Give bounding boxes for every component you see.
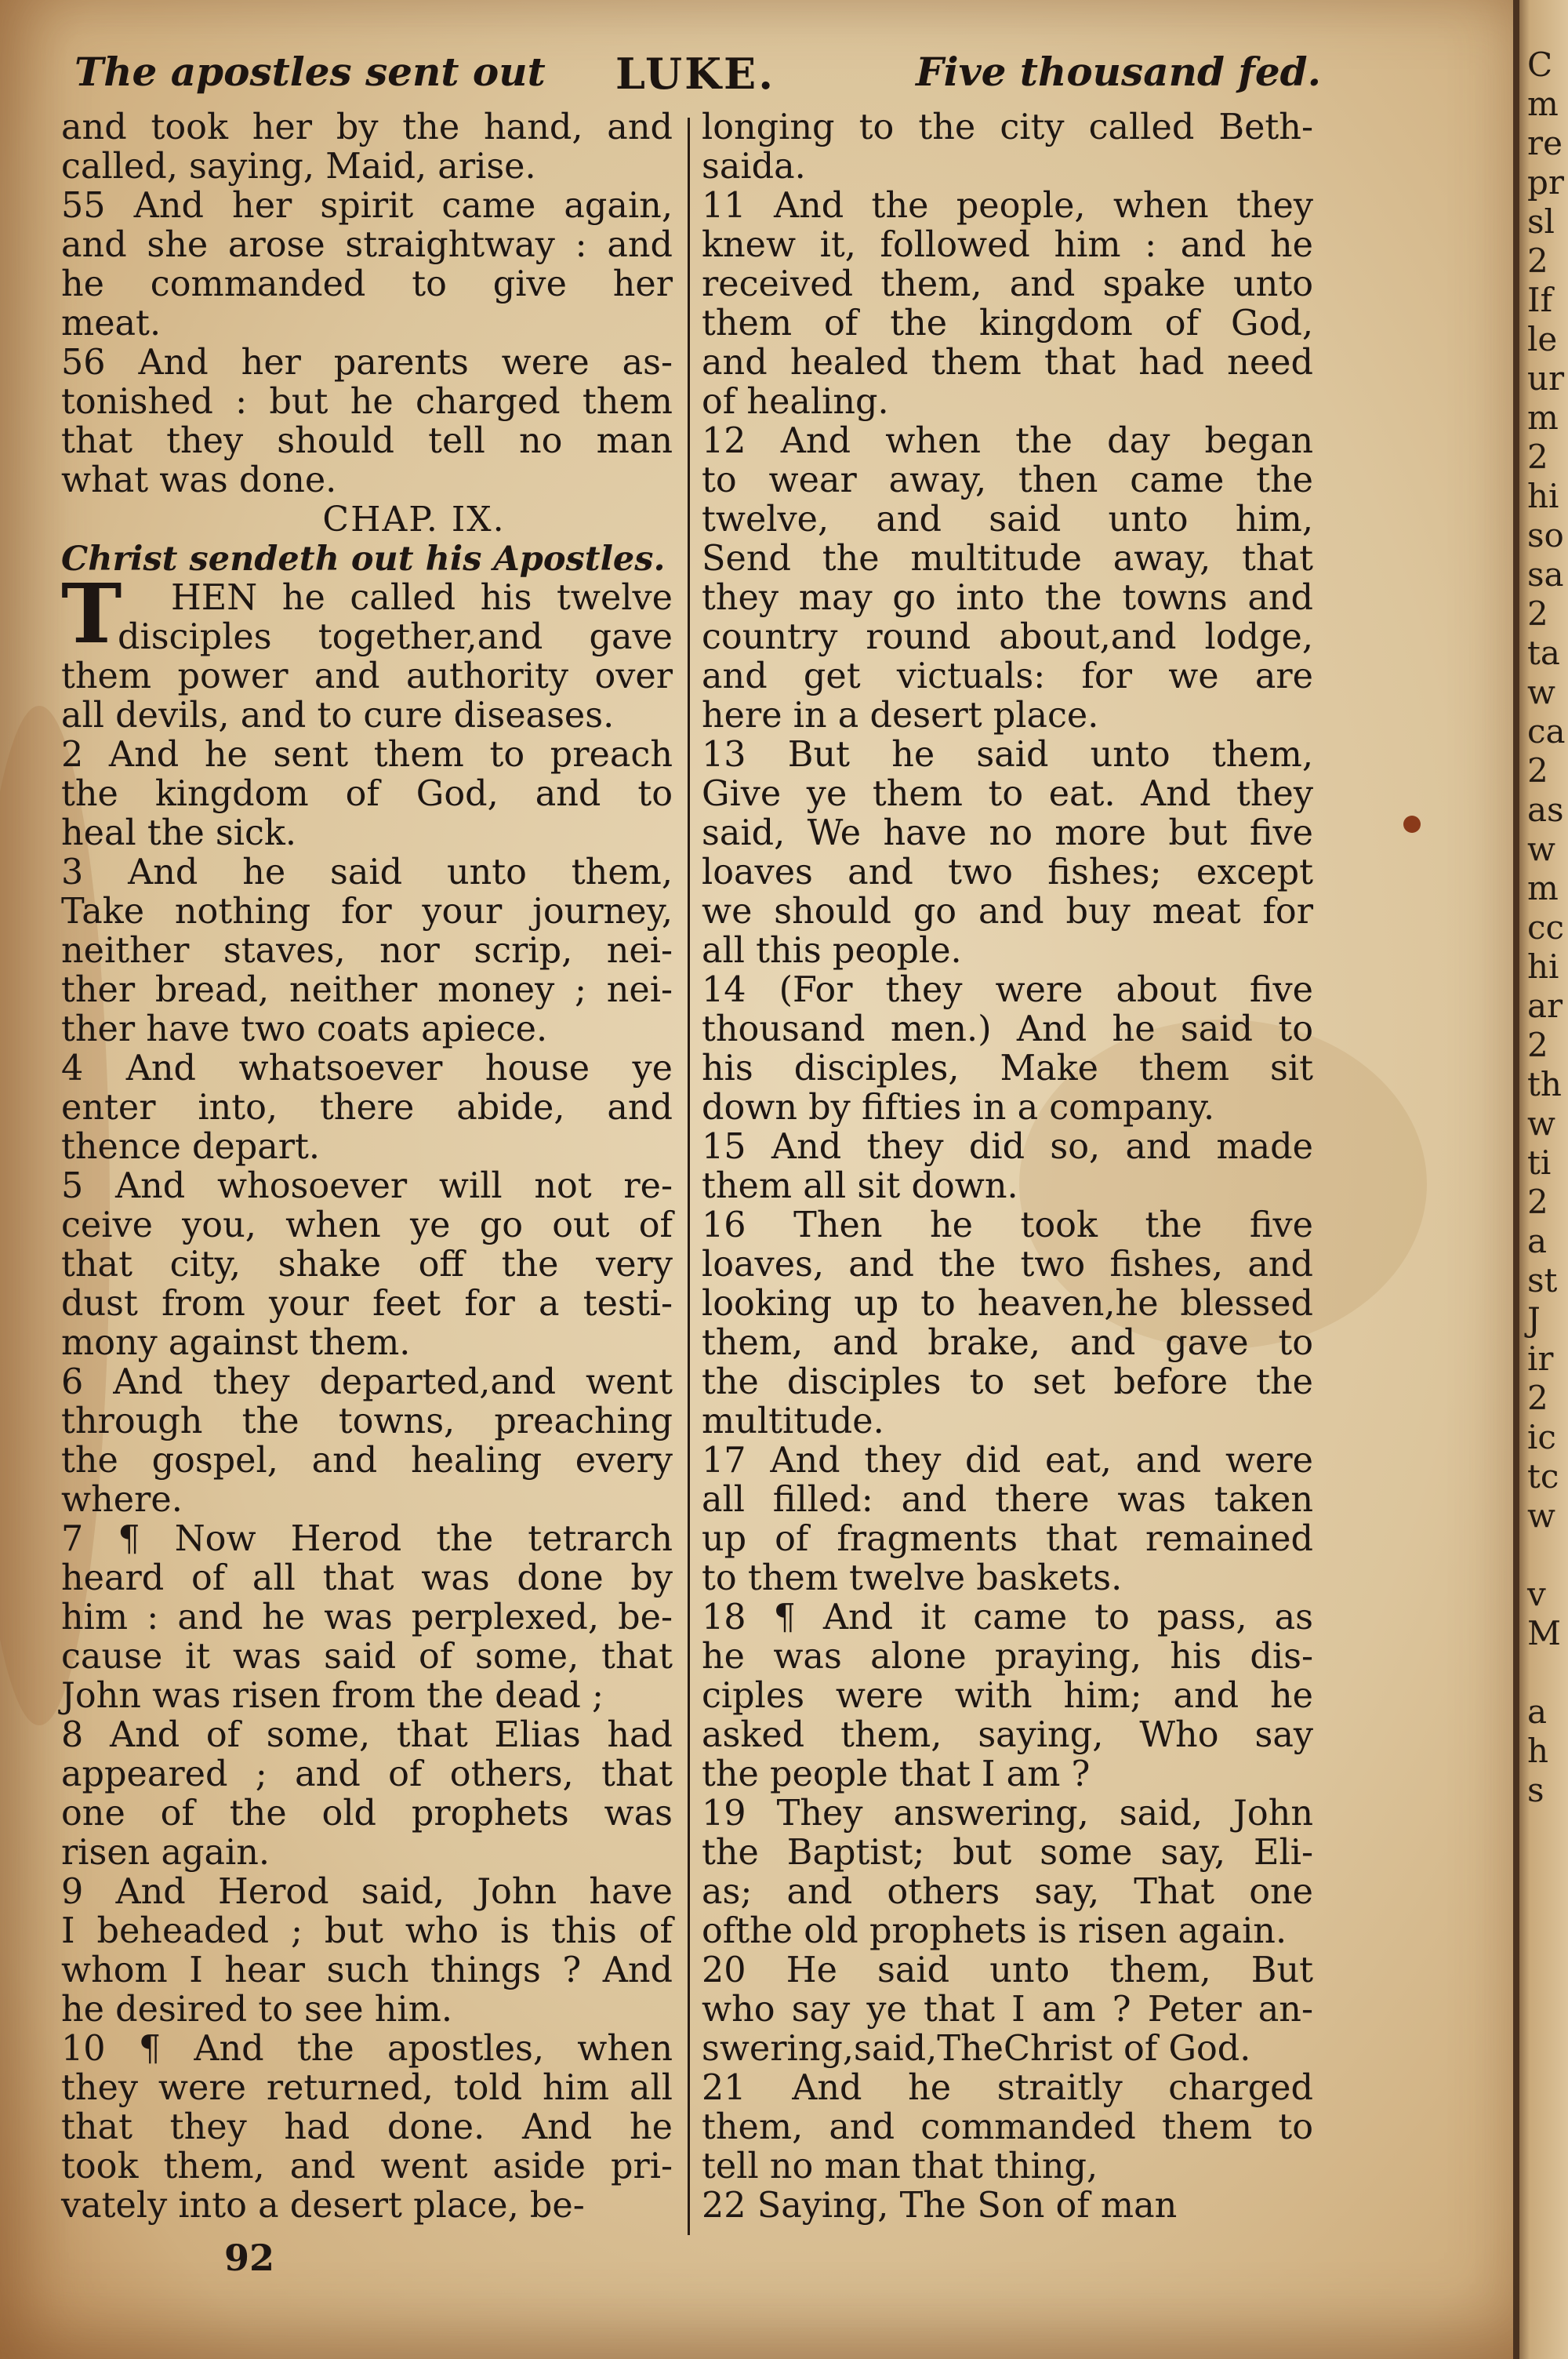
- edge-fragment: 2: [1527, 751, 1548, 790]
- text-line: 9 And Herod said, John have: [61, 1872, 673, 1912]
- text-line: ther have two coats apiece.: [61, 1009, 548, 1049]
- edge-fragment: m: [1527, 398, 1559, 437]
- drop-cap-paragraph: [61, 565, 673, 662]
- header-book-title: LUKE.: [615, 49, 775, 99]
- page-number: 92: [224, 2237, 275, 2279]
- edge-fragment: hi: [1527, 947, 1559, 986]
- text-line: risen again.: [61, 1833, 270, 1873]
- text-line: received them, and spake unto: [702, 264, 1313, 304]
- text-line: country round about,and lodge,: [702, 617, 1313, 657]
- text-line: the disciples to set before the: [702, 1362, 1313, 1402]
- text-line: we should go and buy meat for: [702, 892, 1313, 932]
- text-line: 3 And he said unto them,: [61, 852, 673, 892]
- text-line: to wear away, then came the: [702, 460, 1313, 500]
- text-line: he was alone praying, his dis-: [702, 1637, 1313, 1677]
- text-line: Send the multitude away, that: [702, 539, 1313, 579]
- text-line: appeared ; and of others, that: [61, 1754, 673, 1794]
- text-line: multitude.: [702, 1401, 884, 1441]
- right-lines: [702, 108, 1313, 2226]
- text-line: the Baptist; but some say, Eli-: [702, 1833, 1313, 1873]
- text-line: they were returned, told him all: [61, 2068, 673, 2108]
- edge-fragment: sl: [1527, 202, 1555, 241]
- edge-fragment: w: [1527, 673, 1555, 711]
- edge-fragment: m: [1527, 85, 1559, 123]
- text-line: whom I hear such things ? And: [61, 1950, 673, 1990]
- text-line: up of fragments that remained: [702, 1519, 1313, 1559]
- header-left: The apostles sent out: [74, 49, 546, 95]
- text-line: disciples together,and gave: [118, 617, 673, 657]
- column-divider: [688, 118, 690, 2235]
- text-line: and she arose straightway : and: [61, 225, 673, 265]
- edge-fragment: w: [1527, 1104, 1555, 1143]
- edge-fragment: C: [1527, 45, 1553, 84]
- edge-fragment: pr: [1527, 163, 1564, 202]
- edge-fragment: ar: [1527, 987, 1563, 1025]
- text-line: dust from your feet for a testi-: [61, 1284, 673, 1324]
- edge-fragment: ur: [1527, 359, 1565, 398]
- text-line: loaves, and the two fishes, and: [702, 1245, 1313, 1285]
- rust-spot: [1403, 816, 1421, 833]
- edge-fragment: so: [1527, 516, 1564, 554]
- edge-fragment: as: [1527, 791, 1564, 829]
- text-line: them, and brake, and gave to: [702, 1323, 1313, 1363]
- text-line: loaves and two fishes; except: [702, 852, 1313, 892]
- text-line: tell no man that thing,: [702, 2146, 1098, 2186]
- left-top-lines: [61, 108, 673, 500]
- text-line: ceive you, when ye go out of: [61, 1205, 673, 1245]
- text-line: here in a desert place.: [702, 696, 1099, 736]
- text-line: one of the old prophets was: [61, 1794, 673, 1834]
- edge-fragment: th: [1527, 1065, 1562, 1103]
- text-line: and get victuals: for we are: [702, 656, 1313, 696]
- text-line: 13 But he said unto them,: [702, 735, 1313, 775]
- text-line: 15 And they did so, and made: [702, 1127, 1313, 1167]
- text-line: longing to the city called Beth-: [702, 107, 1313, 147]
- edge-fragment: M: [1527, 1614, 1562, 1652]
- text-line: he desired to see him.: [61, 1990, 452, 2030]
- edge-fragment: cc: [1527, 908, 1565, 947]
- drop-cap: T: [61, 565, 122, 662]
- edge-fragment: st: [1527, 1261, 1558, 1299]
- text-line: they may go into the towns and: [702, 578, 1313, 618]
- edge-fragment: ta: [1527, 634, 1560, 672]
- edge-fragment: v: [1527, 1575, 1546, 1613]
- edge-fragment: 2: [1527, 438, 1548, 476]
- edge-fragment: 2: [1527, 1026, 1548, 1064]
- text-line: 14 (For they were about five: [702, 970, 1313, 1010]
- text-line: 7 ¶ Now Herod the tetrarch: [61, 1519, 673, 1559]
- text-line: John was risen from the dead ;: [61, 1676, 604, 1716]
- text-line: 21 And he straitly charged: [702, 2068, 1313, 2108]
- right-column: [702, 108, 1313, 2226]
- edge-fragment: sa: [1527, 555, 1564, 594]
- text-line: the gospel, and healing every: [61, 1441, 673, 1481]
- text-line: 4 And whatsoever house ye: [61, 1049, 673, 1089]
- text-line: his disciples, Make them sit: [702, 1049, 1313, 1089]
- text-line: the people that I am ?: [702, 1754, 1091, 1794]
- left-column: [61, 108, 673, 2226]
- text-line: 19 They answering, said, John: [702, 1794, 1313, 1834]
- text-line: cause it was said of some, that: [61, 1637, 673, 1677]
- edge-fragment: 2: [1527, 1379, 1548, 1417]
- text-line: Take nothing for your journey,: [61, 892, 673, 932]
- text-line: 20 He said unto them, But: [702, 1950, 1313, 1990]
- text-line: 17 And they did eat, and were: [702, 1441, 1313, 1481]
- text-line: down by fifties in a company.: [702, 1088, 1215, 1128]
- text-line: heard of all that was done by: [61, 1558, 673, 1598]
- text-line: I beheaded ; but who is this of: [61, 1911, 673, 1951]
- text-line: ofthe old prophets is risen again.: [702, 1911, 1287, 1951]
- edge-fragment: a: [1527, 1692, 1548, 1731]
- left-bottom-lines: [61, 657, 673, 2226]
- edge-fragment: le: [1527, 320, 1558, 358]
- text-line: 56 And her parents were as-: [61, 343, 673, 383]
- text-line: ther bread, neither money ; nei-: [61, 970, 673, 1010]
- text-line: them all sit down.: [702, 1166, 1018, 1206]
- text-line: 16 Then he took the five: [702, 1205, 1313, 1245]
- text-line: that city, shake off the very: [61, 1245, 673, 1285]
- text-line: through the towns, preaching: [61, 1401, 673, 1441]
- text-line: neither staves, nor scrip, nei-: [61, 931, 673, 971]
- edge-fragment: ca: [1527, 712, 1566, 751]
- edge-fragment: ti: [1527, 1143, 1552, 1182]
- text-line: 11 And the people, when they: [702, 186, 1313, 226]
- header-right: Five thousand fed.: [916, 49, 1321, 95]
- edge-fragment: a: [1527, 1222, 1548, 1260]
- text-line: took them, and went aside pri-: [61, 2146, 673, 2186]
- edge-fragment: 2: [1527, 1183, 1548, 1221]
- text-line: him : and he was perplexed, be-: [61, 1598, 673, 1637]
- edge-fragment: w: [1527, 830, 1555, 868]
- page-gutter: [1513, 0, 1519, 2359]
- text-line: looking up to heaven,he blessed: [702, 1284, 1313, 1324]
- text-line: them of the kingdom of God,: [702, 304, 1313, 343]
- edge-fragment: tc: [1527, 1457, 1559, 1496]
- edge-fragment: J: [1527, 1300, 1541, 1339]
- text-line: said, We have no more but five: [702, 813, 1313, 853]
- text-line: knew it, followed him : and he: [702, 225, 1313, 265]
- text-line: thence depart.: [61, 1127, 321, 1167]
- text-line: that they had done. And he: [61, 2107, 673, 2147]
- text-line: enter into, there abide, and: [61, 1088, 673, 1128]
- text-line: where.: [61, 1480, 183, 1520]
- text-line: saida.: [702, 147, 806, 187]
- text-line: 22 Saying, The Son of man: [702, 2186, 1178, 2226]
- text-line: thousand men.) And he said to: [702, 1009, 1313, 1049]
- next-page-edge: [1513, 0, 1568, 2359]
- chapter-summary: Christ sendeth out his Apostles.: [61, 540, 666, 579]
- text-line: 10 ¶ And the apostles, when: [61, 2029, 673, 2069]
- edge-fragment: 2: [1527, 242, 1548, 280]
- text-line: who say ye that I am ? Peter an-: [702, 1990, 1313, 2030]
- text-line: what was done.: [61, 460, 337, 500]
- text-line: HEN he called his twelve: [171, 578, 673, 618]
- text-line: 5 And whosoever will not re-: [61, 1166, 673, 1206]
- text-line: heal the sick.: [61, 813, 297, 853]
- text-line: and healed them that had need: [702, 343, 1313, 383]
- text-line: the kingdom of God, and to: [61, 774, 673, 814]
- chapter-heading: CHAP. IX.: [322, 500, 506, 540]
- text-line: all devils, and to cure diseases.: [61, 696, 615, 736]
- text-line: twelve, and said unto him,: [702, 500, 1313, 540]
- text-line: ciples were with him; and he: [702, 1676, 1313, 1716]
- text-line: called, saying, Maid, arise.: [61, 147, 536, 187]
- text-line: meat.: [61, 304, 162, 343]
- text-line: to them twelve baskets.: [702, 1558, 1123, 1598]
- edge-fragment: If: [1527, 281, 1553, 319]
- text-line: 6 And they departed,and went: [61, 1362, 673, 1402]
- edge-fragment: w: [1527, 1496, 1555, 1535]
- edge-fragment: ic: [1527, 1418, 1556, 1456]
- edge-fragment: s: [1527, 1771, 1544, 1809]
- running-header: [74, 49, 1321, 111]
- text-line: he commanded to give her: [61, 264, 673, 304]
- edge-fragment: re: [1527, 124, 1563, 162]
- edge-fragment: ir: [1527, 1339, 1554, 1378]
- text-line: 8 And of some, that Elias had: [61, 1715, 673, 1755]
- text-line: Give ye them to eat. And they: [702, 774, 1313, 814]
- text-line: 2 And he sent them to preach: [61, 735, 673, 775]
- text-line: them power and authority over: [61, 656, 673, 696]
- text-line: them, and commanded them to: [702, 2107, 1313, 2147]
- text-line: as; and others say, That one: [702, 1872, 1313, 1912]
- text-line: vately into a desert place, be-: [61, 2186, 585, 2226]
- text-line: asked them, saying, Who say: [702, 1715, 1313, 1755]
- edge-fragment: hi: [1527, 477, 1559, 515]
- edge-fragment: m: [1527, 869, 1559, 907]
- text-line: swering,said,TheChrist of God.: [702, 2029, 1251, 2069]
- edge-fragment: h: [1527, 1732, 1549, 1770]
- text-line: tonished : but he charged them: [61, 382, 673, 422]
- text-line: 12 And when the day began: [702, 421, 1313, 461]
- text-line: all filled: and there was taken: [702, 1480, 1313, 1520]
- text-line: 18 ¶ And it came to pass, as: [702, 1598, 1313, 1637]
- text-line: and took her by the hand, and: [61, 107, 673, 147]
- edge-fragment: 2: [1527, 594, 1548, 633]
- text-line: that they should tell no man: [61, 421, 673, 461]
- text-line: all this people.: [702, 931, 962, 971]
- text-line: 55 And her spirit came again,: [61, 186, 673, 226]
- text-line: of healing.: [702, 382, 889, 422]
- text-line: mony against them.: [61, 1323, 411, 1363]
